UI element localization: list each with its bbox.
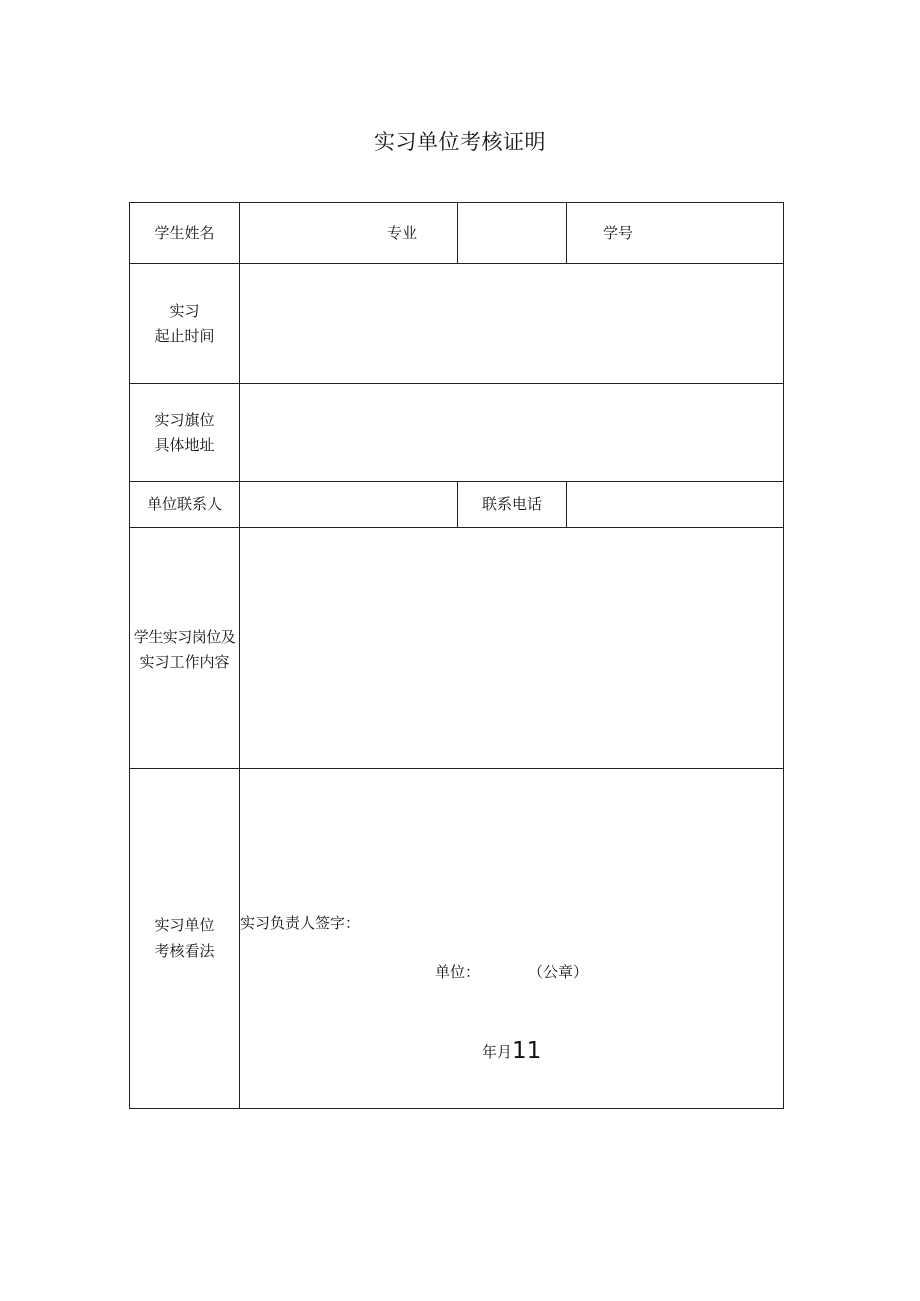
unit-label: 单位： — [435, 963, 481, 981]
page-title: 实习单位考核证明 — [374, 130, 546, 154]
student-name-label: 学生姓名 — [154, 224, 215, 242]
official-seal-label: （公章） — [528, 963, 589, 981]
contact-phone-field[interactable] — [567, 482, 783, 527]
assessment-label-line2: 考核看法 — [154, 942, 215, 960]
unit-contact-person-label: 单位联系人 — [146, 495, 222, 513]
row-divider — [130, 768, 783, 769]
internship-period-label-line2: 起止时间 — [154, 327, 215, 345]
internship-address-label-line2: 具体地址 — [154, 436, 215, 454]
assessment-form-table — [129, 202, 784, 1109]
student-id-field[interactable] — [567, 203, 783, 263]
major-label: 专业 — [387, 224, 418, 242]
supervisor-signature-label: 实习负责人签字： — [240, 914, 361, 932]
contact-phone-label: 联系电话 — [481, 495, 542, 513]
assessment-date — [482, 1039, 541, 1065]
internship-address-label-line1: 实习旗位 — [154, 411, 215, 429]
assessment-label-line1: 实习单位 — [154, 916, 215, 934]
date-label: 年月 — [482, 1043, 513, 1061]
internship-period-field[interactable] — [240, 264, 783, 383]
major-field[interactable] — [458, 203, 566, 263]
work-content-field[interactable] — [240, 528, 783, 768]
work-content-label-line1: 学生实习岗位及 — [133, 628, 236, 646]
unit-contact-person-field[interactable] — [240, 482, 457, 527]
student-id-label: 学号 — [603, 224, 634, 242]
internship-period-label-line1: 实习 — [169, 302, 200, 320]
date-value: 11 — [512, 1038, 542, 1064]
student-name-field[interactable] — [240, 203, 457, 263]
internship-address-field[interactable] — [240, 384, 783, 481]
work-content-label-line2: 实习工作内容 — [139, 653, 230, 671]
